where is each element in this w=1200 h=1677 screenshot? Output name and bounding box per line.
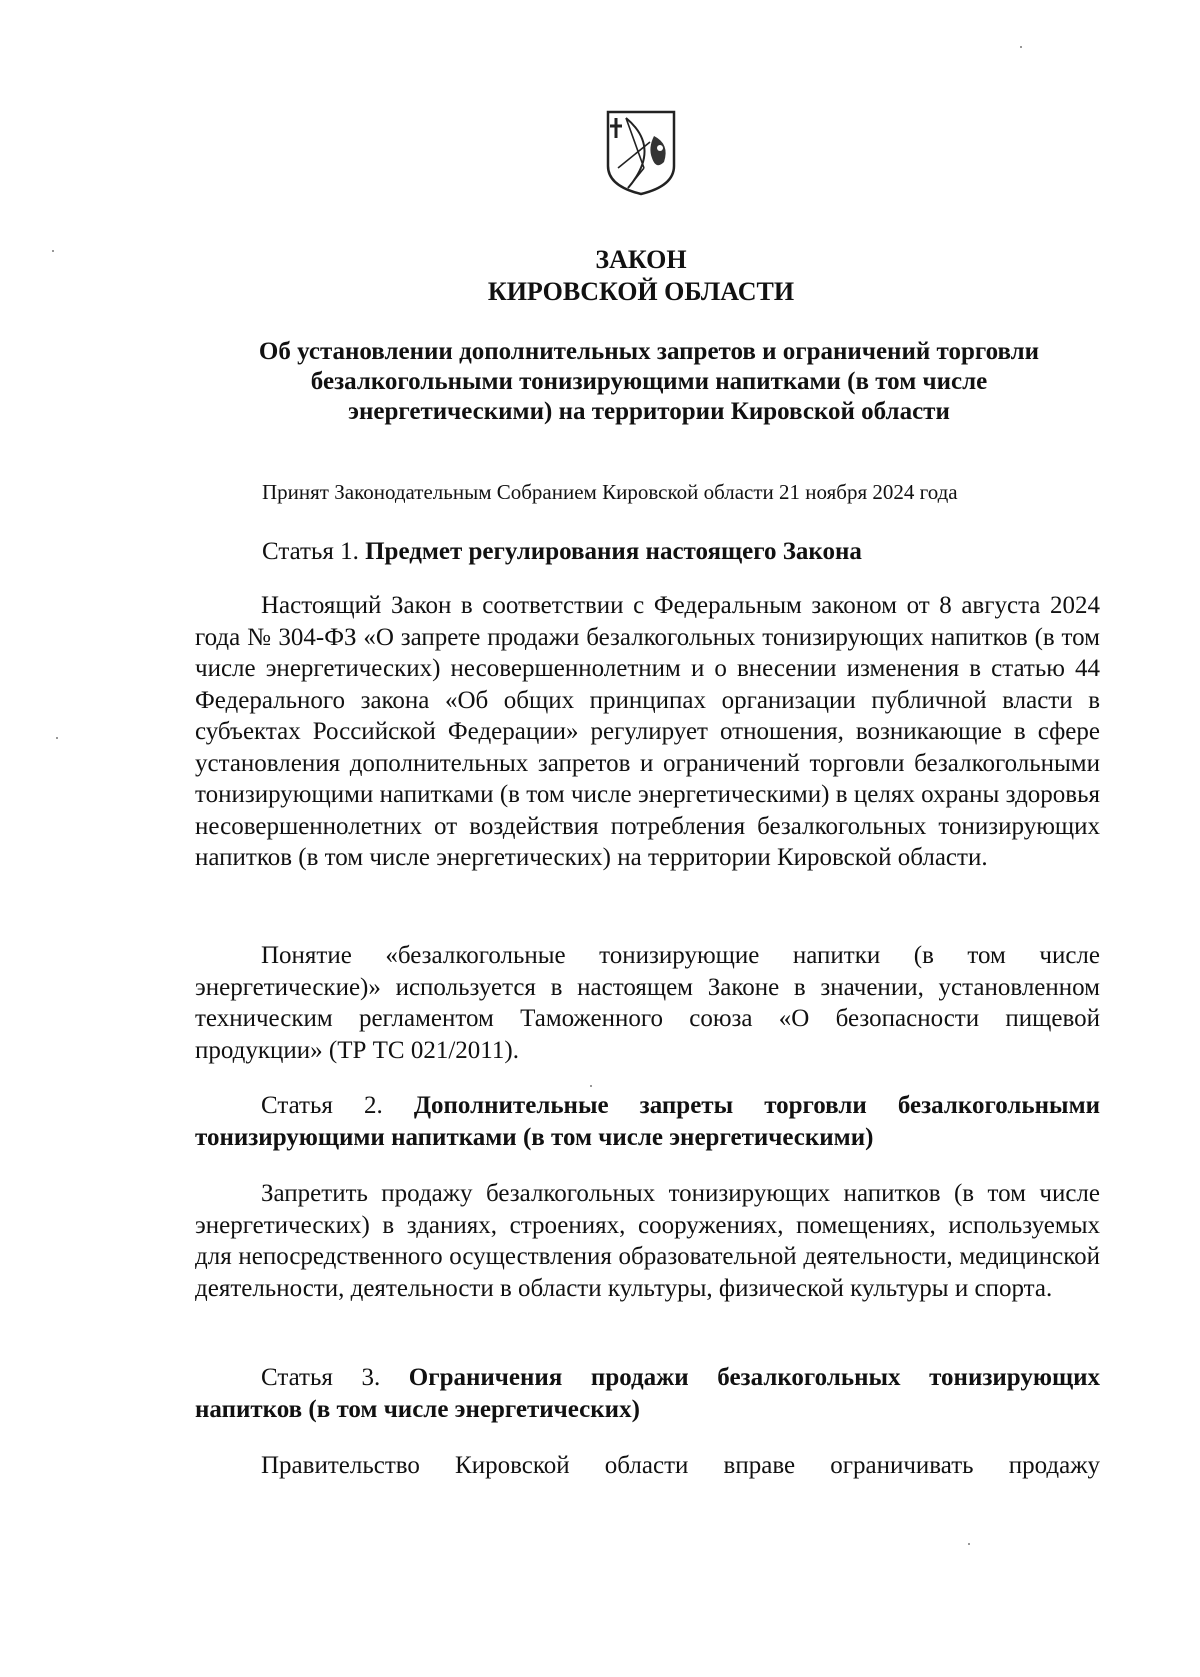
coat-of-arms-icon [604, 108, 678, 196]
article-1-paragraph-2: Понятие «безалкогольные тонизирующие напитки (в том числе энергетические)» используется в настоящем Законе в значении, установленном техническим регламентом Таможенного союза «О безопасности пищевой продукции» (ТР ТС 021/2011). [195, 942, 1100, 1064]
article-1-paragraph-1: Настоящий Закон в соответствии с Федеральным законом от 8 августа 2024 года № 304-ФЗ «О запрете продажи безалкогольных тонизирующих напитков (в том числе энергетических) несовершеннолетним и о внесении изменения в статью 44 Федерального закона «Об общих принципах организации публичной власти в субъектах Российской Федерации» регулирует отношения, возникающие в сфере установления дополнительных запретов и ограничений торговли безалкогольными тонизирующими напитками (в том числе энергетическими) в целях охраны здоровья несовершеннолетних от воздействия потребления безалкогольных тонизирующих напитков (в том числе энергетических) на территории Кировской области. [195, 592, 1100, 871]
article-1-heading [262, 536, 1102, 568]
article-2-paragraph-1: Запретить продажу безалкогольных тонизирующих напитков (в том числе энергетических) в зданиях, строениях, сооружениях, помещениях, используемых для непосредственного осуществления образовательной деятельности, медицинской деятельности, деятельности в области культуры, физической культуры и спорта. [195, 1180, 1100, 1302]
scan-speck [56, 737, 58, 739]
law-region: КИРОВСКОЙ ОБЛАСТИ [487, 277, 795, 306]
scan-speck [1020, 46, 1022, 48]
article-3-number: Статья 3. [261, 1364, 381, 1391]
law-subtitle-line-3: энергетическими) на территории Кировской области [348, 398, 950, 425]
article-2-number: Статья 2. [261, 1092, 383, 1119]
adoption-note: Принят Законодательным Собранием Кировской области 21 ноября 2024 года [262, 480, 958, 504]
article-2-heading [195, 1090, 1100, 1154]
article-3-title: Ограничения продажи безалкогольных тонизирующих напитков (в том числе энергетических) [195, 1364, 1100, 1423]
law-subtitle-line-1: Об установлении дополнительных запретов и ограничений торговли [258, 338, 1040, 365]
article-2-title: Дополнительные запреты торговли безалкогольными тонизирующими напитками (в том числе энергетическими) [195, 1092, 1101, 1151]
article-1-number: Статья 1. [262, 538, 359, 565]
scan-speck [590, 1085, 592, 1087]
scan-speck [968, 1543, 970, 1545]
article-1-title: Предмет регулирования настоящего Закона [365, 538, 862, 565]
scan-speck [52, 250, 54, 252]
law-title: ЗАКОН [595, 245, 687, 274]
article-3-paragraph-1: Правительство Кировской области вправе ограничивать продажу [261, 1452, 1100, 1479]
law-subtitle-line-2: безалкогольными тонизирующими напитками (в том числе [310, 368, 988, 395]
article-3-heading [195, 1362, 1100, 1426]
